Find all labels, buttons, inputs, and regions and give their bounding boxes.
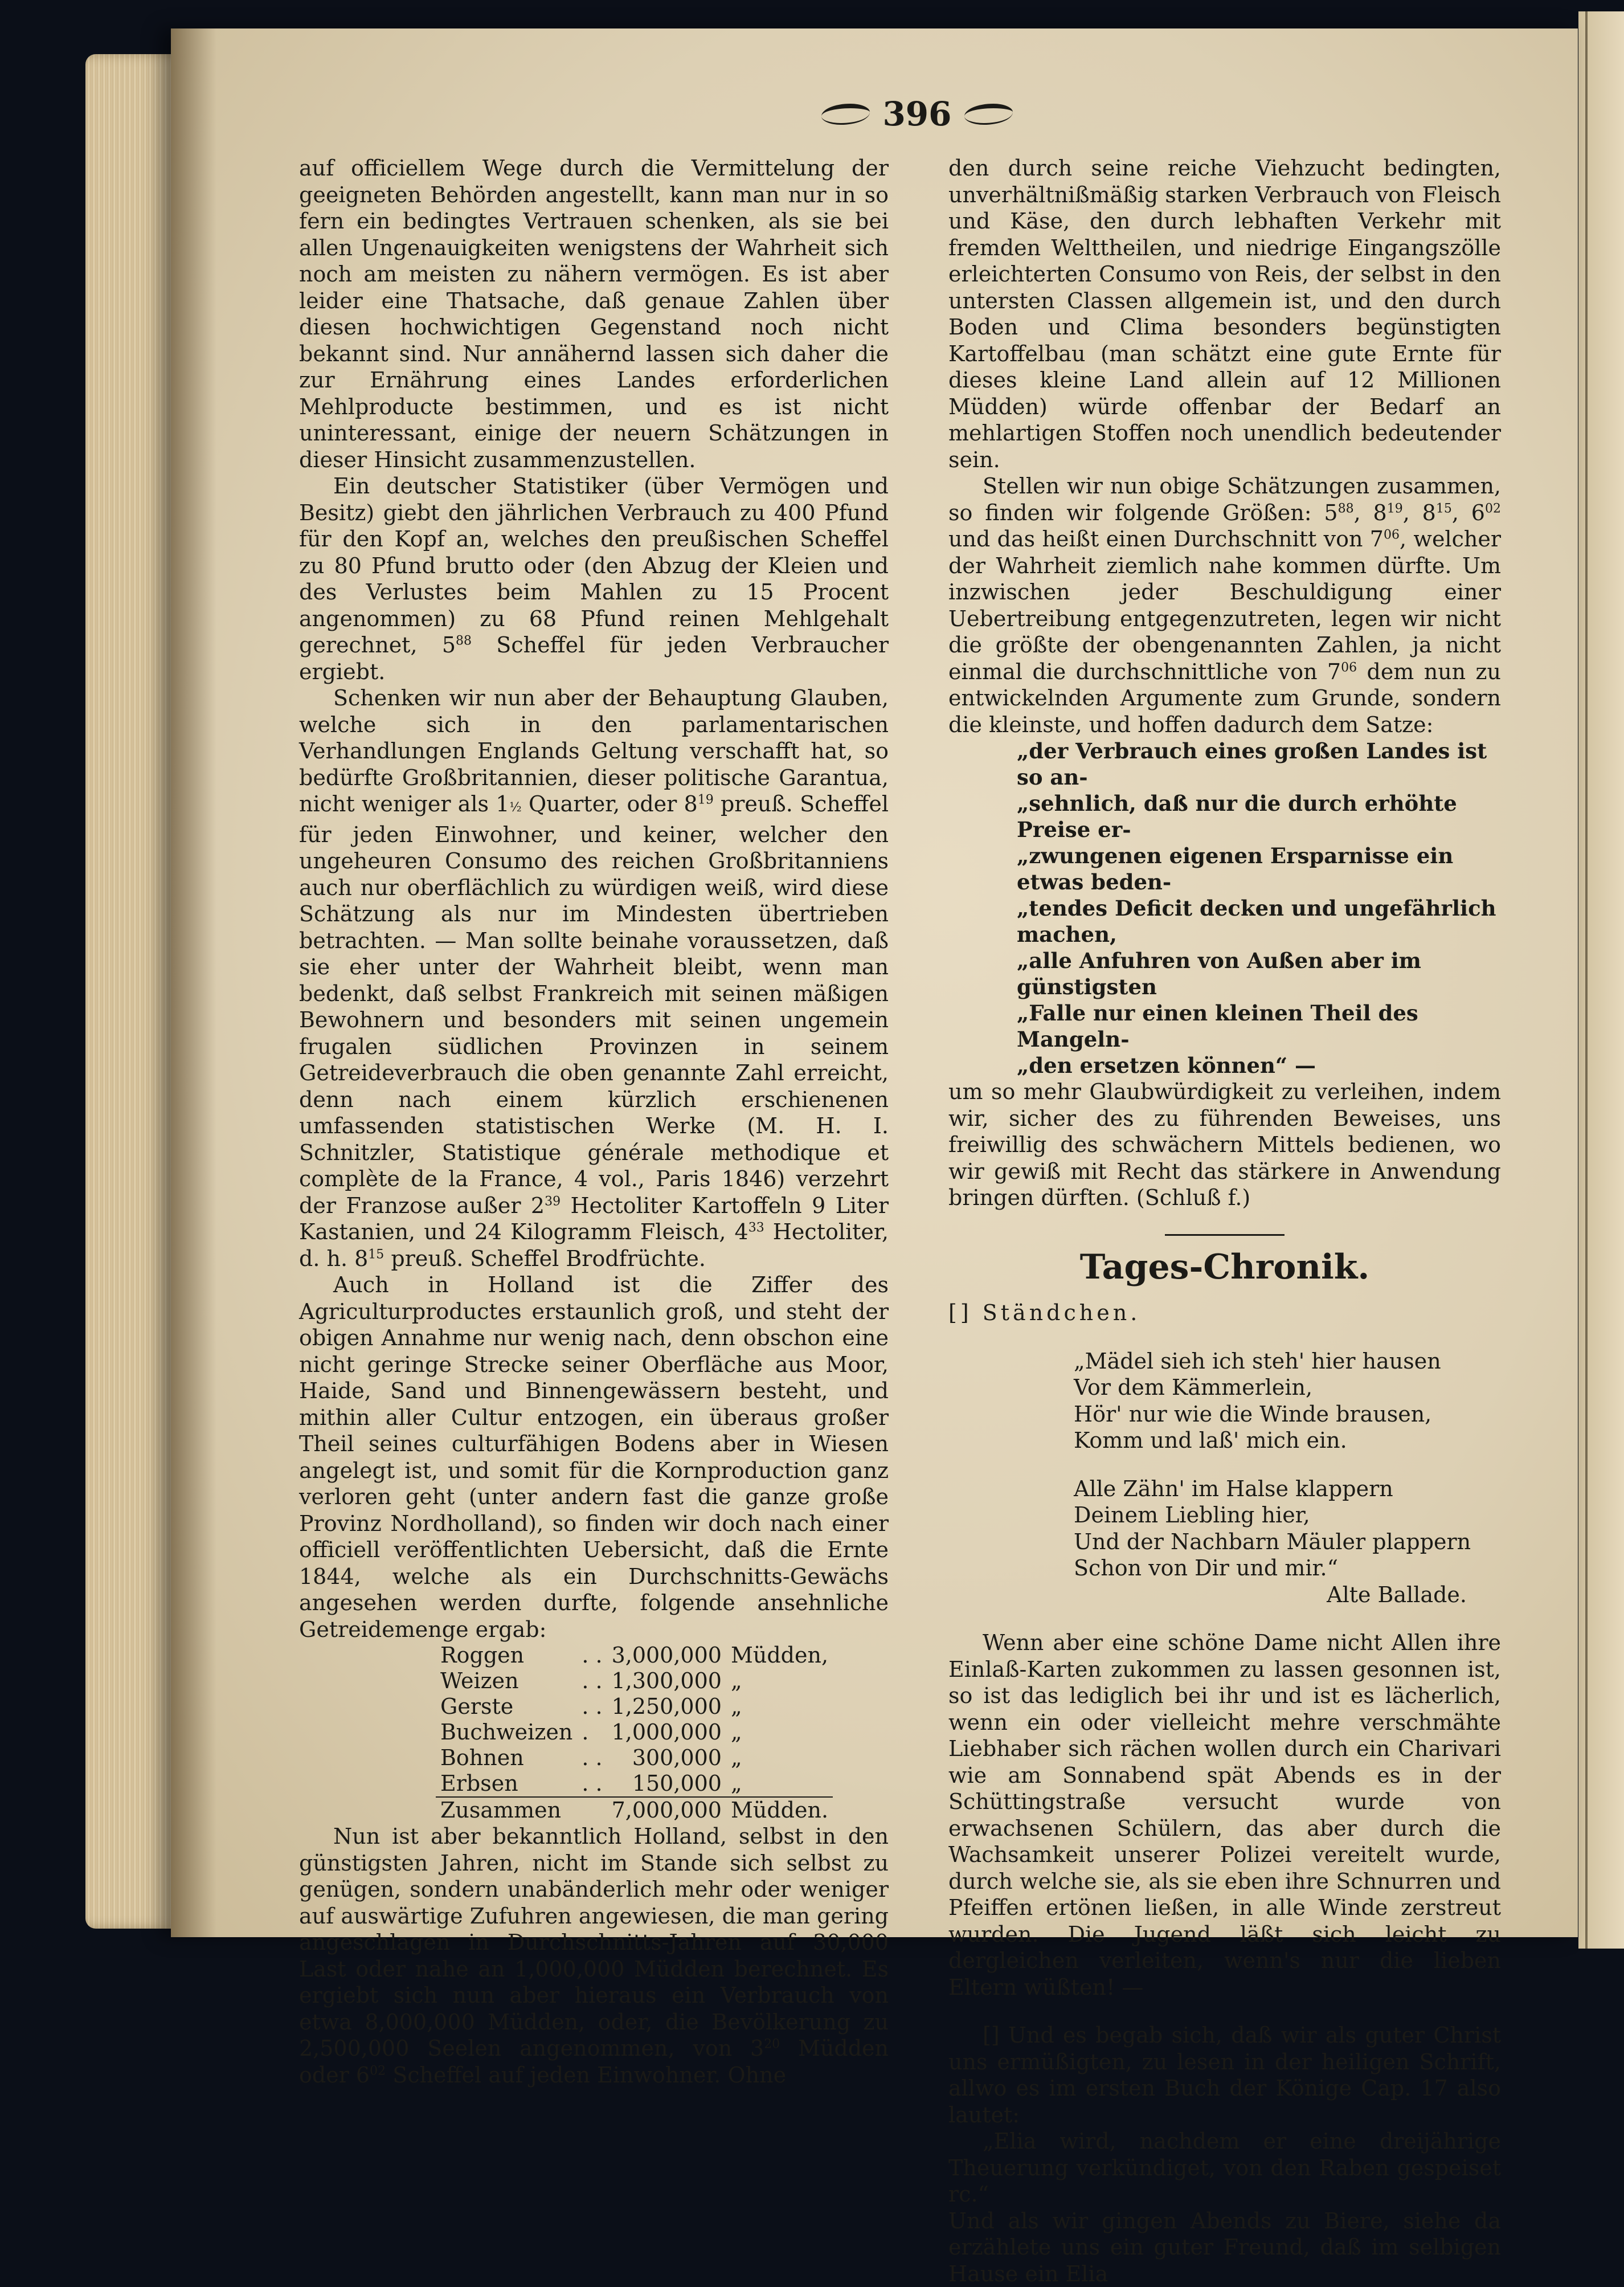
cell-unit: „ <box>726 1694 833 1720</box>
superscript: 06 <box>1384 528 1400 542</box>
cell-value: 1,300,000 <box>607 1668 726 1694</box>
paragraph: um so mehr Glaubwürdigkeit zu verleihen, indem wir, sicher des zu führenden Beweises, uns freiwillig des schwächern Mittels bedienen, wo wir gewiß mit Recht das stärkere in Anwendung bringen dürften. (Schluß f.) <box>948 1079 1501 1211</box>
poem-source: Alte Ballade. <box>948 1582 1501 1608</box>
table-row <box>436 1643 833 1668</box>
fraction: ½ <box>509 801 521 815</box>
text: Scheffel für jeden Verbraucher ergiebt. <box>299 632 889 684</box>
cell-crop: Erbsen <box>436 1771 577 1797</box>
superscript: 06 <box>1341 660 1357 675</box>
superscript: 39 <box>545 1194 561 1208</box>
superscript: 19 <box>698 793 714 807</box>
text: Hectoliter Kartoffeln 9 Liter Kastanien, und 24 Kilogramm Fleisch, 4 <box>299 1193 889 1245</box>
ornament-right-icon <box>964 104 1013 125</box>
superscript: 15 <box>1436 501 1452 516</box>
spacer <box>948 2000 1501 2022</box>
quote-line: „den ersetzen können“ — <box>948 1052 1501 1079</box>
poem-line: Vor dem Kämmerlein, <box>948 1374 1501 1401</box>
text: Schenken wir nun aber der Behauptung Glauben, welche sich in den parlamentarischen Verhandlungen Englands Geltung verschafft hat, so bedürfte Großbritannien, dieser politische Garantua, nicht weniger als 1 <box>299 685 889 816</box>
cell-dots: . . <box>577 1694 607 1720</box>
cell-unit: Müdden, <box>726 1643 833 1668</box>
table-row <box>436 1694 833 1720</box>
item-title: [] Ständchen. <box>948 1300 1501 1326</box>
table-row <box>436 1771 833 1797</box>
text: Müdden oder 6 <box>299 2036 889 2088</box>
next-page-edge <box>1578 11 1624 1949</box>
text: und das heißt einen Durchschnitt von 7 <box>948 526 1384 552</box>
cell-crop: Bohnen <box>436 1745 577 1771</box>
spacer <box>948 1326 1501 1348</box>
cell-unit: „ <box>726 1745 833 1771</box>
text: Quarter, oder 8 <box>522 791 698 816</box>
table-row <box>436 1720 833 1745</box>
cell-value: 1,250,000 <box>607 1694 726 1720</box>
cell-crop: Roggen <box>436 1643 577 1668</box>
spacer <box>948 1608 1501 1630</box>
ornament-left-icon <box>821 104 870 125</box>
total-unit: Müdden. <box>726 1797 833 1823</box>
superscript: 15 <box>368 1247 384 1261</box>
section-divider <box>1165 1234 1285 1236</box>
paragraph <box>299 685 889 1272</box>
quote-line: „sehnlich, daß nur die durch erhöhte Preise er- <box>948 790 1501 843</box>
paragraph <box>948 473 1501 738</box>
superscript: 02 <box>370 2064 386 2078</box>
cell-crop: Weizen <box>436 1668 577 1694</box>
cell-value: 150,000 <box>607 1771 726 1797</box>
cell-value: 300,000 <box>607 1745 726 1771</box>
text: Scheffel auf jeden Einwohner. Ohne <box>386 2063 786 2088</box>
cell-dots <box>577 1797 607 1823</box>
table-total-row <box>436 1797 833 1823</box>
cell-dots: . . <box>577 1745 607 1771</box>
paragraph: Auch in Holland ist die Ziffer des Agriculturproductes erstaunlich groß, und steht der obigen Annahme nur wenig nach, denn obschon eine nicht geringe Strecke seiner Oberfläche aus Moor, Haide, Sand und Binnengewässern besteht, und mithin aller Cultur entzogen, ein überaus großer Theil seines culturfähigen Bodens aber in Wiesen angelegt ist, und somit für die Kornproduction ganz verloren geht (unter andern fast die ganze große Provinz Nordholland), so finden wir doch nach einer officiell veröffentlichten Uebersicht, daß die Ernte 1844, welche als ein Durchschnitts-Gewächs angesehen werden durfte, folgende ansehnliche Getreidemenge ergab: <box>299 1272 889 1643</box>
quote-line: „der Verbrauch eines großen Landes ist so an- <box>948 738 1501 790</box>
page-number: 396 <box>882 95 951 133</box>
poem-line: Komm und laß' mich ein. <box>948 1427 1501 1454</box>
bold-quote <box>948 738 1501 1079</box>
quote-line: „tendes Deficit decken und ungefährlich machen, <box>948 895 1501 948</box>
cell-dots: . . <box>577 1643 607 1668</box>
quote-line: „zwungenen eigenen Ersparnisse ein etwas beden- <box>948 843 1501 895</box>
paragraph <box>299 1823 889 2088</box>
cell-crop: Gerste <box>436 1694 577 1720</box>
table-row <box>436 1668 833 1694</box>
section-title: Tages-Chronik. <box>948 1254 1501 1281</box>
paragraph: [] Und es begab sich, daß wir als guter Christ uns ermüßigten, zu lesen in der heiligen Schrift, allwo es im ersten Buch der Könige Cap. 17 also lautet: <box>948 2022 1501 2128</box>
text: preuß. Scheffel für jeden Einwohner, und keiner, welcher den ungeheuren Consumo des reichen Großbritanniens auch nur oberflächlich zu würdigen weiß, wird diese Schätzung als nur im Mindesten übertrieben betrachten. — Man sollte beinahe voraussetzen, daß sie eher unter der Wahrheit bleibt, wenn man bedenkt, daß selbst Frankreich mit seinen mäßigen Bewohnern und besonders mit seinen ungemein frugalen südlichen Provinzen in seinem Getreideverbrauch die oben genannte Zahl erreicht, denn nach einem kürzlich erschienenen umfassenden statistischen Werke (M. H. I. Schnitzler, Statistique générale methodique et complète de la France, 4 vol., Paris 1846) verzehrt der Franzose außer 2 <box>299 791 889 1218</box>
superscript: 19 <box>1387 501 1403 516</box>
quote-line: „Falle nur einen kleinen Theil des Mangeln- <box>948 1000 1501 1052</box>
superscript: 88 <box>1338 501 1354 516</box>
spacer <box>948 1454 1501 1476</box>
left-column <box>299 155 889 2088</box>
paragraph <box>299 473 889 685</box>
poem-line: Alle Zähn' im Halse klappern <box>948 1476 1501 1502</box>
superscript: 20 <box>764 2037 780 2051</box>
paragraph: den durch seine reiche Viehzucht bedingten, unverhältnißmäßig starken Verbrauch von Fleisch und Käse, den durch lebhaften Verkehr mit fremden Welttheilen, und niedrige Eingangszölle erleichterten Consumo von Reis, der selbst in den untersten Classen allgemein ist, und den durch Boden und Clima besonders begünstigten Kartoffelbau (man schätzt eine gute Ernte für dieses kleine Land allein auf 12 Millionen Müdden) würde offenbar der Bedarf an mehlartigen Stoffen noch unendlich bedeutender sein. <box>948 155 1501 473</box>
poem-line: Und der Nachbarn Mäuler plappern <box>948 1529 1501 1555</box>
cell-value: 3,000,000 <box>607 1643 726 1668</box>
cell-unit: „ <box>726 1771 833 1797</box>
poem-line: Hör' nur wie die Winde brausen, <box>948 1401 1501 1428</box>
poem-line: Schon von Dir und mir.“ <box>948 1555 1501 1582</box>
cell-dots: . . <box>577 1668 607 1694</box>
cell-value: 1,000,000 <box>607 1720 726 1745</box>
text: , 6 <box>1452 500 1485 525</box>
text: Hectoliter, d. h. 8 <box>299 1219 889 1271</box>
total-label: Zusammen <box>436 1797 577 1823</box>
cell-dots: . . <box>577 1771 607 1797</box>
text: , 8 <box>1403 500 1436 525</box>
harvest-table <box>436 1643 833 1823</box>
paragraph: auf officiellem Wege durch die Vermittelung der geeigneten Behörden angestellt, kann man nur in so fern ein bedingtes Vertrauen schenken, als sie bei allen Ungenauigkeiten wenigstens der Wahrheit sich noch am meisten zu nähern vermögen. Es ist aber leider eine Thatsache, daß genaue Zahlen über diesen hochwichtigen Gegenstand noch nicht bekannt sind. Nur annähernd lassen sich daher die zur Ernährung eines Landes erforderlichen Mehlproducte bestimmen, und es ist nicht uninteressant, einige der neuern Schätzungen in dieser Hinsicht zusammenzustellen. <box>299 155 889 473</box>
poem-line: Deinem Liebling hier, <box>948 1502 1501 1529</box>
superscript: 33 <box>748 1220 764 1235</box>
cell-dots: . <box>577 1720 607 1745</box>
paragraph: „Elia wird, nachdem er eine dreijährige Theuerung verkündiget, von den Raben gespeiset rc.“ <box>948 2128 1501 2208</box>
page-gutter <box>171 28 216 1937</box>
text: Ein deutscher Statistiker (über Vermögen und Besitz) giebt den jährlichen Verbrauch zu 400 Pfund für den Kopf an, welches den preußischen Scheffel zu 80 Pfund brutto oder (den Abzug der Kleien und des Verlustes beim Mahlen zu 15 Procent angenommen) zu 68 Pfund reinen Mehlgehalt gerechnet, 5 <box>299 473 889 657</box>
superscript: 02 <box>1485 501 1501 516</box>
right-column <box>948 155 1501 2287</box>
text: Stellen wir nun obige Schätzungen zusammen, so finden wir folgende Größen: 5 <box>948 473 1501 525</box>
cell-unit: „ <box>726 1720 833 1745</box>
table-row <box>436 1745 833 1771</box>
cell-unit: „ <box>726 1668 833 1694</box>
quote-line: „alle Anfuhren von Außen aber im günstigsten <box>948 948 1501 1000</box>
text: , 8 <box>1354 500 1387 525</box>
text: preuß. Scheffel Brodfrüchte. <box>384 1246 706 1271</box>
text: dem nun zu entwickelnden Argumente zum Grunde, sondern die kleinste, und hoffen dadurch dem Satze: <box>948 659 1501 737</box>
text: Nun ist aber bekanntlich Holland, selbst in den günstigsten Jahren, nicht im Stande sich selbst zu genügen, sondern unabänderlich mehr oder weniger auf auswärtige Zufuhren angewiesen, die man gering angeschlagen in Durchschnitts-Jahren auf 30,000 Last oder nahe an 1,000,000 Müdden berechnet. Es ergiebt sich nun aber hieraus ein Verbrauch von etwa 8,000,000 Müdden, oder, die Bevölkerung zu 2,500,000 Seelen angenommen, von 3 <box>299 1824 889 2061</box>
poem-line: „Mädel sieh ich steh' hier hausen <box>948 1348 1501 1375</box>
cell-crop: Buchweizen <box>436 1720 577 1745</box>
paragraph: Und als wir gingen Abends zu Biere, siehe da erzählete uns ein guter Freund, daß im selbigen Hause ein Elia <box>948 2208 1501 2287</box>
total-value: 7,000,000 <box>607 1797 726 1823</box>
paragraph: Wenn aber eine schöne Dame nicht Allen ihre Einlaß-Karten zukommen zu lassen gesonnen ist, so ist das lediglich bei ihr und ist es lächerlich, wenn ein oder vielleicht mehre verschmähte Liebhaber sich rächen wollen durch ein Charivari wie am Sonnabend spät Abends es in der Schüttingstraße versucht wurde von erwachsenen Schülern, das aber durch die Wachsamkeit unserer Polizei vereitelt wurde, durch welche sie, als sie eben ihre Schnurren und Pfeiffen ertönen ließen, in alle Winde zerstreut wurden. Die Jugend läßt sich leicht zu dergleichen verleiten, wenn's nur die lieben Eltern wüßten! — <box>948 1630 1501 2000</box>
page-header <box>815 88 1020 140</box>
superscript: 88 <box>456 634 472 648</box>
text: , welcher der Wahrheit ziemlich nahe kommen dürfte. Um inzwischen jeder Beschuldigung einer Uebertreibung entgegenzutreten, legen wir nicht die größte der obengenannten Zahlen, ja nicht einmal die durchschnittliche von 7 <box>948 526 1501 684</box>
